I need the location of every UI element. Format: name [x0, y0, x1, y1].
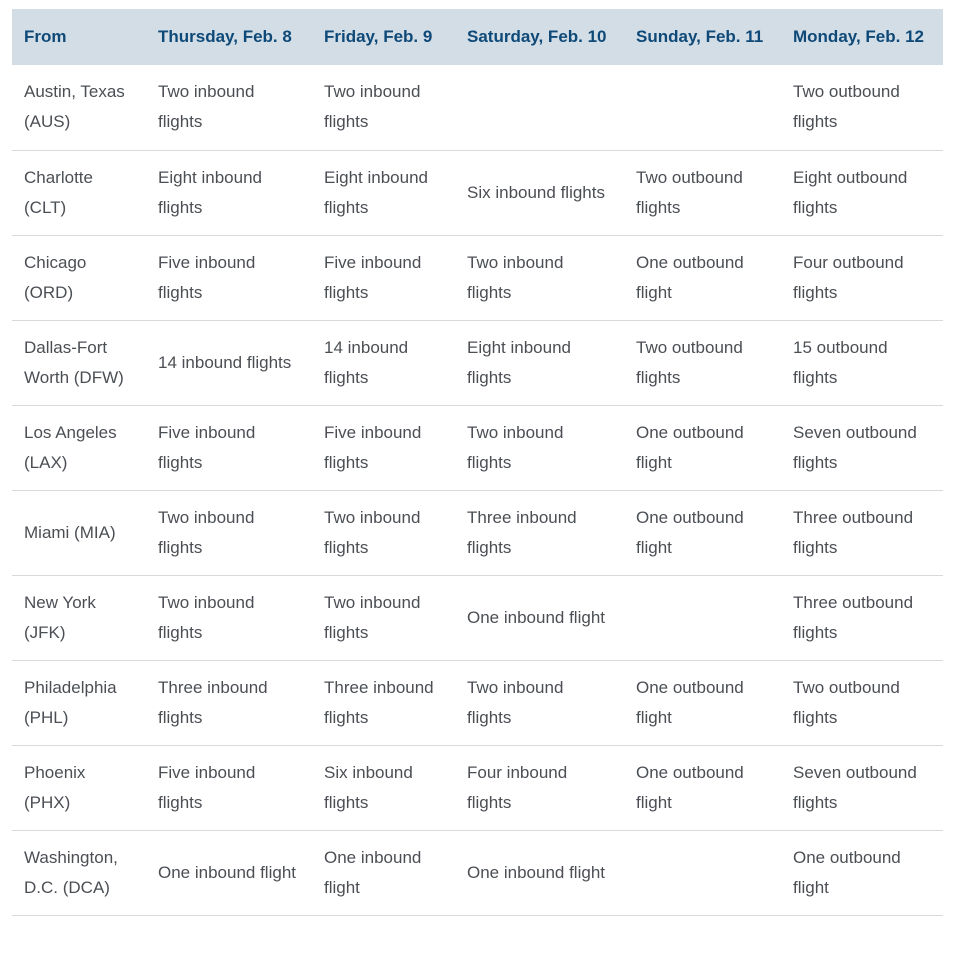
table-row [12, 320, 943, 405]
saturday-cell: Eight inbound flights [455, 320, 624, 405]
origin-cell: Miami (MIA) [12, 490, 146, 575]
saturday-cell: Six inbound flights [455, 150, 624, 235]
sunday-cell: One outbound flight [624, 490, 781, 575]
column-header-saturday: Saturday, Feb. 10 [467, 27, 607, 46]
saturday-cell: Two inbound flights [455, 235, 624, 320]
origin-cell: Charlotte (CLT) [12, 150, 146, 235]
monday-cell: 15 outbound flights [781, 320, 943, 405]
column-header-sunday: Sunday, Feb. 11 [636, 27, 764, 46]
friday-cell: 14 inbound flights [312, 320, 455, 405]
column-header-friday: Friday, Feb. 9 [324, 27, 433, 46]
friday-cell: Two inbound flights [312, 575, 455, 660]
sunday-cell: One outbound flight [624, 405, 781, 490]
sunday-cell: One outbound flight [624, 660, 781, 745]
monday-cell: Two outbound flights [781, 660, 943, 745]
friday-cell: Two inbound flights [312, 65, 455, 150]
monday-cell: Eight outbound flights [781, 150, 943, 235]
saturday-cell: Two inbound flights [455, 405, 624, 490]
thursday-cell: Three inbound flights [146, 660, 312, 745]
column-header-from: From [24, 27, 67, 46]
sunday-cell [624, 830, 781, 915]
table-row [12, 575, 943, 660]
saturday-cell: Four inbound flights [455, 745, 624, 830]
thursday-cell: Five inbound flights [146, 745, 312, 830]
saturday-cell: One inbound flight [455, 830, 624, 915]
origin-cell: Washington, D.C. (DCA) [12, 830, 146, 915]
thursday-cell: Five inbound flights [146, 235, 312, 320]
table-row [12, 65, 943, 150]
saturday-cell: One inbound flight [455, 575, 624, 660]
thursday-cell: One inbound flight [146, 830, 312, 915]
monday-cell: Seven outbound flights [781, 745, 943, 830]
friday-cell: Two inbound flights [312, 490, 455, 575]
friday-cell: Six inbound flights [312, 745, 455, 830]
table-row [12, 745, 943, 830]
friday-cell: Five inbound flights [312, 235, 455, 320]
monday-cell: Four outbound flights [781, 235, 943, 320]
origin-cell: Philadelphia (PHL) [12, 660, 146, 745]
saturday-cell [455, 65, 624, 150]
table-row [12, 660, 943, 745]
thursday-cell: Five inbound flights [146, 405, 312, 490]
sunday-cell: One outbound flight [624, 235, 781, 320]
origin-cell: Austin, Texas (AUS) [12, 65, 146, 150]
monday-cell: Three outbound flights [781, 490, 943, 575]
sunday-cell [624, 65, 781, 150]
origin-cell: Phoenix (PHX) [12, 745, 146, 830]
monday-cell: Three outbound flights [781, 575, 943, 660]
saturday-cell: Two inbound flights [455, 660, 624, 745]
monday-cell: One outbound flight [781, 830, 943, 915]
thursday-cell: 14 inbound flights [146, 320, 312, 405]
table-row [12, 405, 943, 490]
sunday-cell: Two outbound flights [624, 320, 781, 405]
header-row [12, 9, 943, 65]
origin-cell: Chicago (ORD) [12, 235, 146, 320]
flights-table-container [12, 9, 943, 916]
friday-cell: Eight inbound flights [312, 150, 455, 235]
flights-table [12, 9, 943, 916]
saturday-cell: Three inbound flights [455, 490, 624, 575]
table-body [12, 65, 943, 915]
thursday-cell: Eight inbound flights [146, 150, 312, 235]
table-row [12, 490, 943, 575]
table-row [12, 830, 943, 915]
thursday-cell: Two inbound flights [146, 65, 312, 150]
table-header [12, 9, 943, 65]
monday-cell: Seven outbound flights [781, 405, 943, 490]
column-header-thursday: Thursday, Feb. 8 [158, 27, 292, 46]
friday-cell: Five inbound flights [312, 405, 455, 490]
friday-cell: Three inbound flights [312, 660, 455, 745]
sunday-cell: Two outbound flights [624, 150, 781, 235]
origin-cell: Dallas-Fort Worth (DFW) [12, 320, 146, 405]
origin-cell: Los Angeles (LAX) [12, 405, 146, 490]
table-row [12, 235, 943, 320]
thursday-cell: Two inbound flights [146, 575, 312, 660]
friday-cell: One inbound flight [312, 830, 455, 915]
origin-cell: New York (JFK) [12, 575, 146, 660]
table-row [12, 150, 943, 235]
sunday-cell [624, 575, 781, 660]
sunday-cell: One outbound flight [624, 745, 781, 830]
column-header-monday: Monday, Feb. 12 [793, 27, 924, 46]
thursday-cell: Two inbound flights [146, 490, 312, 575]
monday-cell: Two outbound flights [781, 65, 943, 150]
